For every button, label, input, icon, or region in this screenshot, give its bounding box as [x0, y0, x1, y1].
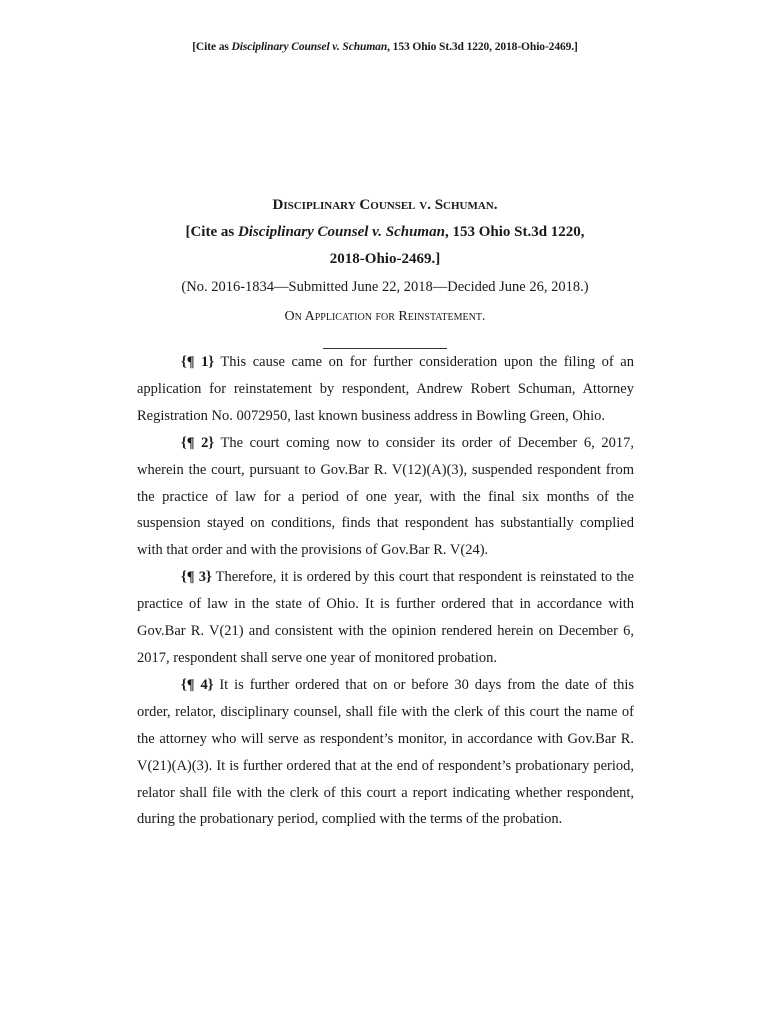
- paragraph-marker: {¶ 3}: [181, 569, 212, 586]
- header-case-name: Disciplinary Counsel v. Schuman: [231, 41, 388, 53]
- cite-suffix: , 153 Ohio St.3d 1220,: [444, 224, 585, 240]
- header-suffix: , 153 Ohio St.3d 1220, 2018-Ohio-2469.]: [387, 41, 578, 53]
- opinion-body: [137, 349, 634, 833]
- paragraph-1: [137, 349, 634, 430]
- case-title: Disciplinary Counsel v. Schuman.: [272, 197, 498, 213]
- paragraph-4: [137, 672, 634, 833]
- paragraph-text: The court coming now to consider its order of December 6, 2017, wherein the court, pursuant to Gov.Bar R. V(12)(A)(3), suspended respondent from the practice of law for a period of one year, with the final six months of the suspension stayed on conditions, finds that respondent has substantially complied with that order and with the provisions of Gov.Bar R. V(24).: [137, 434, 634, 559]
- paragraph-marker: {¶ 4}: [181, 676, 214, 693]
- paragraph-2: [137, 430, 634, 565]
- running-header-citation: [0, 41, 770, 53]
- cite-case-name: Disciplinary Counsel v. Schuman: [237, 224, 445, 240]
- citation-line-2: 2018-Ohio-2469.]: [329, 251, 441, 267]
- header-prefix: [Cite as: [192, 41, 232, 53]
- paragraph-marker: {¶ 2}: [181, 434, 215, 451]
- citation-line-1: [0, 219, 770, 246]
- docket-line: (No. 2016-1834—Submitted June 22, 2018—Decided June 26, 2018.): [181, 279, 589, 295]
- caption-block: [0, 192, 770, 349]
- paragraph-text: It is further ordered that on or before 30 days from the date of this order, relator, disciplinary counsel, shall file with the clerk of this court the name of the attorney who will serve as respondent’s monitor, in accordance with Gov.Bar R. V(21)(A)(3). It is further ordered that at the end of respondent’s probationary period, relator shall file with the clerk of this court a report indicating whether respondent, during the probationary period, complied with the terms of the probation.: [137, 676, 635, 828]
- paragraph-text: This cause came on for further consideration upon the filing of an application for reinstatement by respondent, Andrew Robert Schuman, Attorney Registration No. 0072950, last known business address in Bowling Green, Ohio.: [137, 354, 634, 424]
- paragraph-3: [137, 564, 634, 672]
- nature-of-proceeding: On Application for Reinstatement.: [284, 309, 486, 324]
- cite-prefix: [Cite as: [185, 224, 238, 240]
- paragraph-marker: {¶ 1}: [181, 354, 215, 370]
- paragraph-text: Therefore, it is ordered by this court that respondent is reinstated to the practice of law in the state of Ohio. It is further ordered that in accordance with Gov.Bar R. V(21) and consistent with the opinion rendered herein on December 6, 2017, respondent shall serve one year of monitored probation.: [137, 569, 634, 666]
